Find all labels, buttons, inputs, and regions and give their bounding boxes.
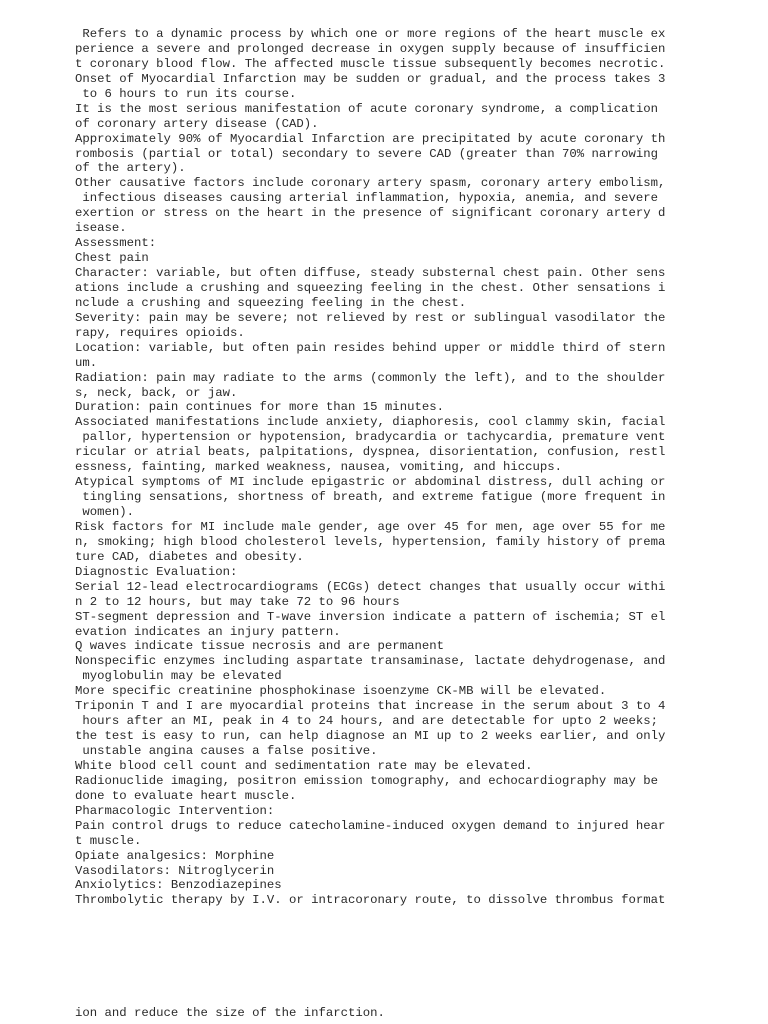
text-line: Vasodilators: Nitroglycerin bbox=[75, 863, 275, 878]
text-line: Onset of Myocardial Infarction may be sudden or gradual, and the process takes 3 bbox=[75, 71, 666, 86]
text-line: Chest pain bbox=[75, 251, 149, 266]
text-line: Triponin T and I are myocardial proteins that increase in the serum about 3 to 4 bbox=[75, 699, 666, 714]
text-line: Radiation: pain may radiate to the arms (commonly the left), and to the shoulder bbox=[75, 370, 666, 385]
text-line: Approximately 90% of Myocardial Infarction are precipitated by acute coronary th bbox=[75, 131, 666, 146]
text-line: Serial 12-lead electrocardiograms (ECGs) detect changes that usually occur withi bbox=[75, 579, 666, 594]
text-line: Thrombolytic therapy by I.V. or intracoronary route, to dissolve thrombus format bbox=[75, 893, 666, 908]
text-line: Diagnostic Evaluation: bbox=[75, 564, 238, 579]
text-line: Q waves indicate tissue necrosis and are permanent bbox=[75, 639, 444, 654]
text-line: Opiate analgesics: Morphine bbox=[75, 848, 275, 863]
text-line: ture CAD, diabetes and obesity. bbox=[75, 549, 304, 564]
text-line: t muscle. bbox=[75, 833, 142, 848]
text-line: Risk factors for MI include male gender, age over 45 for men, age over 55 for me bbox=[75, 519, 666, 534]
text-line: ST-segment depression and T-wave inversion indicate a pattern of ischemia; ST el bbox=[75, 609, 666, 624]
document-body bbox=[75, 27, 765, 908]
text-line: exertion or stress on the heart in the presence of significant coronary artery d bbox=[75, 206, 666, 221]
text-line: myoglobulin may be elevated bbox=[75, 669, 282, 684]
text-line: pallor, hypertension or hypotension, bradycardia or tachycardia, premature vent bbox=[75, 430, 666, 445]
text-line: nclude a crushing and squeezing feeling in the chest. bbox=[75, 295, 467, 310]
text-line: isease. bbox=[75, 221, 127, 236]
text-line: Anxiolytics: Benzodiazepines bbox=[75, 878, 282, 893]
text-line: ations include a crushing and squeezing feeling in the chest. Other sensations i bbox=[75, 280, 666, 295]
text-line: Severity: pain may be severe; not relieved by rest or sublingual vasodilator the bbox=[75, 310, 666, 325]
text-line: Other causative factors include coronary artery spasm, coronary artery embolism, bbox=[75, 176, 666, 191]
text-line: Location: variable, but often pain resides behind upper or middle third of stern bbox=[75, 340, 666, 355]
text-line: Refers to a dynamic process by which one or more regions of the heart muscle ex bbox=[75, 27, 666, 41]
text-line: hours after an MI, peak in 4 to 24 hours, and are detectable for upto 2 weeks; bbox=[75, 714, 658, 729]
text-line: ricular or atrial beats, palpitations, dyspnea, disorientation, confusion, restl bbox=[75, 445, 666, 460]
text-line: Nonspecific enzymes including aspartate transaminase, lactate dehydrogenase, and bbox=[75, 654, 666, 669]
text-line: the test is easy to run, can help diagnose an MI up to 2 weeks earlier, and only bbox=[75, 729, 666, 744]
text-line: More specific creatinine phosphokinase isoenzyme CK-MB will be elevated. bbox=[75, 684, 607, 699]
text-line: Pharmacologic Intervention: bbox=[75, 803, 275, 818]
text-line: perience a severe and prolonged decrease in oxygen supply because of insufficien bbox=[75, 41, 666, 56]
text-line: done to evaluate heart muscle. bbox=[75, 788, 297, 803]
text-line: n 2 to 12 hours, but may take 72 to 96 hours bbox=[75, 594, 400, 609]
text-line: Associated manifestations include anxiety, diaphoresis, cool clammy skin, facial bbox=[75, 415, 666, 430]
text-line: It is the most serious manifestation of acute coronary syndrome, a complication bbox=[75, 101, 658, 116]
text-line: s, neck, back, or jaw. bbox=[75, 385, 238, 400]
text-line: Assessment: bbox=[75, 236, 157, 251]
text-line: Pain control drugs to reduce catecholamine-induced oxygen demand to injured hear bbox=[75, 818, 666, 833]
text-line: White blood cell count and sedimentation rate may be elevated. bbox=[75, 758, 533, 773]
text-line: to 6 hours to run its course. bbox=[75, 86, 297, 101]
text-line: essness, fainting, marked weakness, nausea, vomiting, and hiccups. bbox=[75, 460, 563, 475]
text-line: unstable angina causes a false positive. bbox=[75, 744, 378, 758]
text-line: Radionuclide imaging, positron emission tomography, and echocardiography may be bbox=[75, 773, 658, 788]
text-line: infectious diseases causing arterial inflammation, hypoxia, anemia, and severe bbox=[75, 191, 658, 206]
text-line: of the artery). bbox=[75, 161, 186, 176]
text-line: Atypical symptoms of MI include epigastric or abdominal distress, dull aching or bbox=[75, 475, 666, 490]
document-continuation-line: ion and reduce the size of the infarction. bbox=[75, 1006, 385, 1020]
text-line: of coronary artery disease (CAD). bbox=[75, 116, 319, 131]
text-line: t coronary blood flow. The affected muscle tissue subsequently becomes necrotic. bbox=[75, 56, 666, 71]
text-line: Character: variable, but often diffuse, steady substernal chest pain. Other sens bbox=[75, 266, 666, 280]
text-line: women). bbox=[75, 505, 135, 519]
text-line: rombosis (partial or total) secondary to severe CAD (greater than 70% narrowing bbox=[75, 146, 658, 161]
text-line: evation indicates an injury pattern. bbox=[75, 624, 341, 639]
text-line: tingling sensations, shortness of breath, and extreme fatigue (more frequent in bbox=[75, 490, 666, 505]
text-line: rapy, requires opioids. bbox=[75, 325, 245, 340]
text-line: um. bbox=[75, 355, 98, 370]
text-line: n, smoking; high blood cholesterol levels, hypertension, family history of prema bbox=[75, 534, 666, 549]
text-line: Duration: pain continues for more than 15 minutes. bbox=[75, 400, 444, 415]
